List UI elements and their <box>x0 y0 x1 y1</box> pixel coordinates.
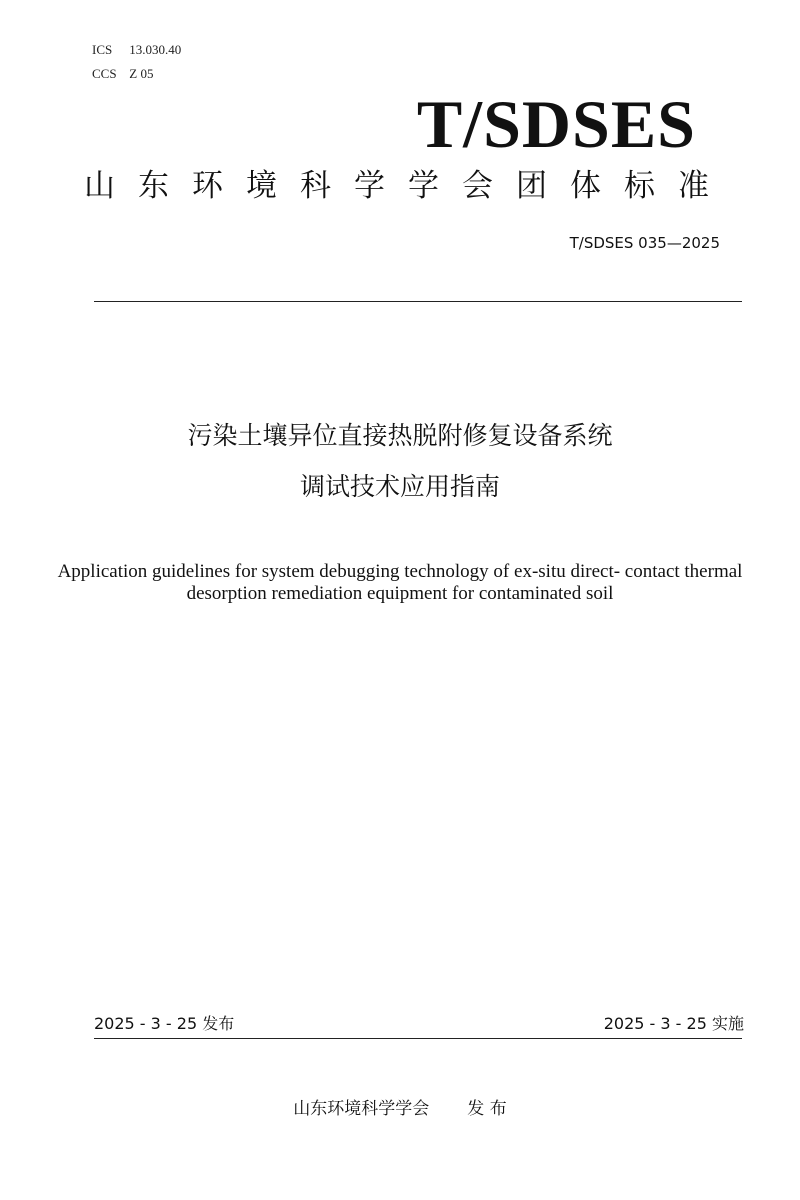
bottom-divider <box>94 1038 742 1039</box>
top-divider <box>94 301 742 302</box>
ics-label: ICS <box>92 42 113 57</box>
publisher-name: 山东环境科学学会 <box>293 1099 430 1119</box>
ccs-classification <box>92 66 153 82</box>
chinese-title-line-1: 污染土壤异位直接热脱附修复设备系统 <box>187 421 613 450</box>
issue-date: 2025 - 3 - 25 发布 <box>94 1014 235 1033</box>
standard-number: T/SDSES 035—2025 <box>569 234 720 252</box>
english-title-line-1: Application guidelines for system debugging technology of ex-situ direct- contact thermal <box>57 561 743 582</box>
standard-code: T/SDSES <box>416 86 696 162</box>
organization-standard-title: 山东环境科学学会团体标准 <box>84 168 732 204</box>
ccs-label: CCS <box>92 66 117 81</box>
english-title-line-2: desorption remediation equipment for contaminated soil <box>186 583 614 604</box>
ccs-value: Z 05 <box>129 66 154 81</box>
chinese-title-line-2: 调试技术应用指南 <box>299 472 500 501</box>
ics-value: 13.030.40 <box>129 42 182 57</box>
publisher-action: 发 布 <box>467 1099 507 1119</box>
implementation-date: 2025 - 3 - 25 实施 <box>603 1014 744 1033</box>
publisher-line <box>0 1098 800 1120</box>
ics-classification <box>92 42 181 58</box>
